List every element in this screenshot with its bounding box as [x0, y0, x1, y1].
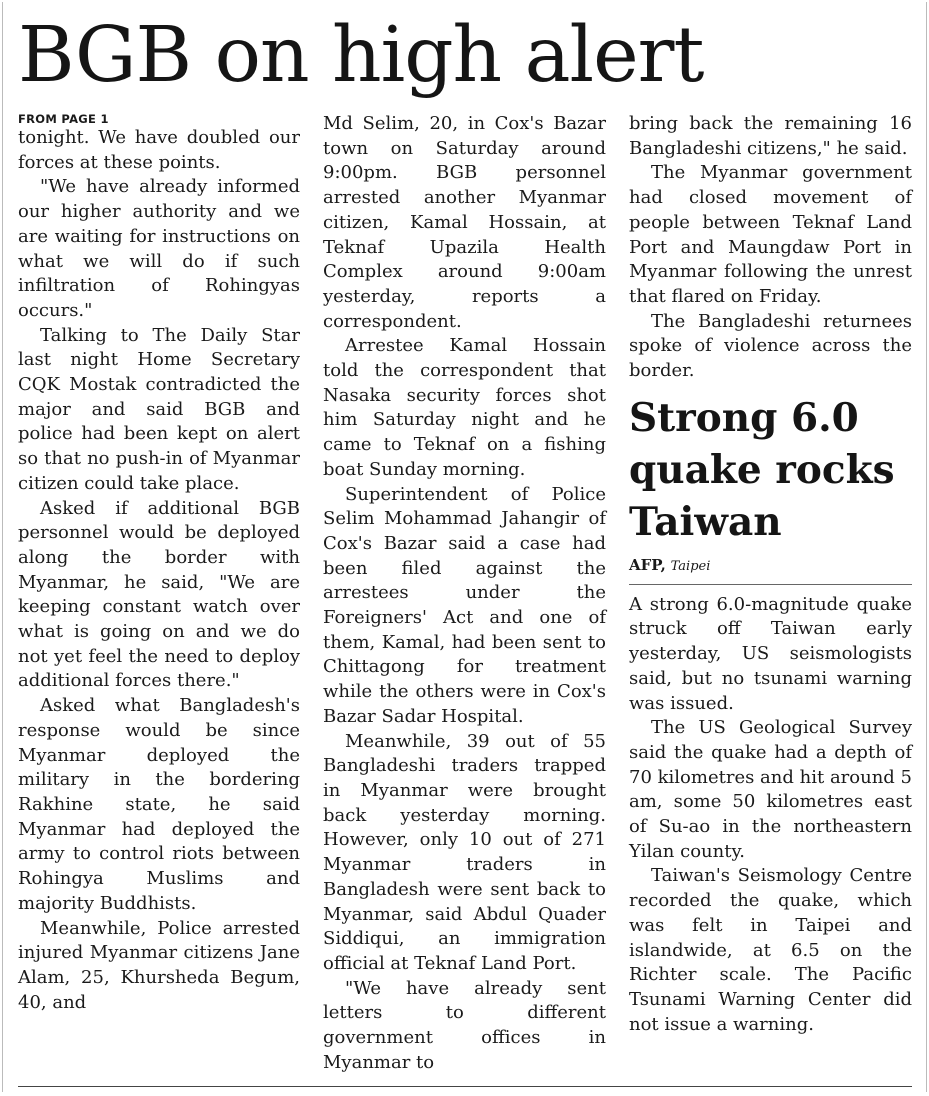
article-paragraph: Meanwhile, 39 out of 55 Bangladeshi traders trapped in Myanmar were brought back yesterday morning. However, only 10 out of 271 Myanmar traders in Bangladesh were sent back to Myanmar, said Abdul Quader Siddiqui, an immigration official at Teknaf Land Port.: [323, 730, 606, 974]
byline-agency: AFP,: [629, 555, 666, 574]
article-paragraph: Md Selim, 20, in Cox's Bazar town on Saturday around 9:00pm. BGB personnel arrested another Myanmar citizen, Kamal Hossain, at Teknaf Upazila Health Complex around 9:00am yesterday, reports a correspondent.: [323, 113, 606, 332]
byline-place: Taipei: [670, 558, 711, 574]
byline: [629, 554, 912, 585]
column-2: [323, 112, 606, 1075]
article-paragraph: The Myanmar government had closed movement of people between Teknaf Land Port and Maungdaw Port in Myanmar following the unrest that flared on Friday.: [629, 162, 912, 307]
article-paragraph: Arrestee Kamal Hossain told the correspondent that Nasaka security forces shot him Saturday night and he came to Teknaf on a fishing boat Sunday morning.: [323, 335, 606, 480]
article-paragraph: The Bangladeshi returnees spoke of violence across the border.: [629, 310, 912, 382]
main-headline: BGB on high alert: [18, 11, 704, 100]
article-paragraph: Asked what Bangladesh's response would be since Myanmar deployed the military in the bordering Rakhine state, he said Myanmar had deployed the army to control riots between Rohingya Muslims and majority Buddhists.: [18, 695, 300, 914]
article-paragraph: Taiwan's Seismology Centre recorded the quake, which was felt in Taipei and islandwide, at 6.5 on the Richter scale. The Pacific Tsunami Warning Center did not issue a warning.: [629, 865, 912, 1035]
article-paragraph: "We have already sent letters to different government offices in Myanmar to: [323, 977, 606, 1073]
article-paragraph: The US Geological Survey said the quake had a depth of 70 kilometres and hit around 5 am, some 50 kilometres east of Su-ao in the northeastern Yilan county.: [629, 717, 912, 862]
article-paragraph: tonight. We have doubled our forces at these points.: [18, 127, 300, 173]
article-paragraph: Asked if additional BGB personnel would be deployed along the border with Myanmar, he said, "We are keeping constant watch over what is going on and we do not yet feel the need to deploy additional forces there.": [18, 497, 300, 692]
article-paragraph: Meanwhile, Police arrested injured Myanmar citizens Jane Alam, 25, Khursheda Begum, 40, and: [18, 917, 300, 1013]
bottom-rule: [18, 1086, 912, 1087]
article-paragraph: A strong 6.0-magnitude quake struck off Taiwan early yesterday, US seismologists said, but no tsunami warning was issued.: [629, 593, 912, 714]
article-paragraph: "We have already informed our higher authority and we are waiting for instructions on what we will do if such infiltration of Rohingyas occurs.": [18, 176, 300, 321]
column-1: [18, 112, 300, 1015]
article-paragraph: Talking to The Daily Star last night Home Secretary CQK Mostak contradicted the major and said BGB and police had been kept on alert so that no push-in of Myanmar citizen could take place.: [18, 324, 300, 494]
quake-headline: Strong 6.0 quake rocks Taiwan: [629, 394, 895, 545]
column-3: [629, 112, 912, 1037]
kicker-label: FROM PAGE 1: [18, 112, 109, 126]
article-paragraph: bring back the remaining 16 Bangladeshi citizens," he said.: [629, 113, 912, 159]
article-paragraph: Superintendent of Police Selim Mohammad Jahangir of Cox's Bazar said a case had been filed against the arrestees under the Foreigners' Act and one of them, Kamal, had been sent to Chittagong for treatment while the others were in Cox's Bazar Sadar Hospital.: [323, 483, 606, 727]
